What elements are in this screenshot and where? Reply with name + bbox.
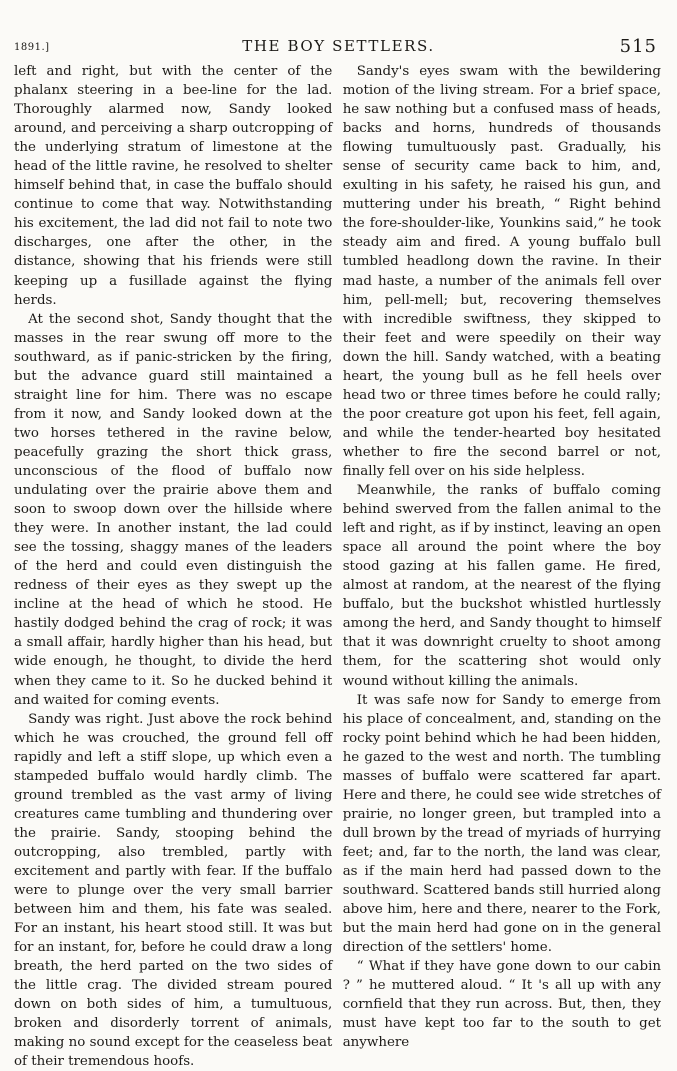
text-columns (14, 62, 661, 1070)
paragraph: At the second shot, Sandy thought that the masses in the rear swung off more to the southward, as if panic-stricken by the firing, but the advance guard still maintained a straight line for him. There was no escape from it now, and Sandy looked down at the two horses tethered in the ravine below, peacefully grazing the short thick grass, unconscious of the flood of buffalo now undulating over the prairie above them and soon to swoop down over the hillside where they were. In another instant, the lad could see the tossing, shaggy manes of the leaders of the herd and could even distinguish the redness of their eyes as they swept up the incline at the head of which he stood. He hastily dodged behind the crag of rock; it was a small affair, hardly higher than his head, but wide enough, he thought, to divide the herd when they came to it. So he ducked behind it and waited for coming events. (14, 311, 333, 708)
right-column (342, 62, 661, 1051)
paragraph: left and right, but with the center of the phalanx steering in a bee-line for the lad. Thoroughly alarmed now, Sandy looked around, and perceiving a sharp outcropping of the underlying stratum of limestone at the head of the little ravine, he resolved to shelter himself behind that, in case the buffalo should continue to come that way. Notwithstanding his excitement, the lad did not fail to note two discharges, one after the other, in the distance, showing that his friends were still keeping up a fusillade against the flying herds. (14, 64, 333, 308)
paragraph: “ What if they have gone down to our cabin ? ” he muttered aloud. “ It 's all up with any cornfield that they run across. But, then, they must have kept too far to the south to get anywhere (342, 959, 661, 1051)
paragraph: It was safe now for Sandy to emerge from his place of concealment, and, standing on the rocky point behind which he had been hidden, he gazed to the west and north. The tumbling masses of buffalo were scattered far apart. Here and there, he could see wide stretches of prairie, no longer green, but trampled into a dull brown by the tread of myriads of hurrying feet; and, far to the north, the land was clear, as if the main herd had passed down to the southward. Scattered bands still hurried along above him, here and there, nearer to the Fork, but the main herd had gone on in the general direction of the settlers' home. (342, 692, 661, 956)
left-column (14, 62, 333, 1070)
paragraph: Meanwhile, the ranks of buffalo coming behind swerved from the fallen animal to the left and right, as if by instinct, leaving an open space all around the point where the boy stood gazing at his fallen game. He fired, almost at random, at the nearest of the flying buffalo, but the buckshot whistled hurtlessly among the herd, and Sandy thought to himself that it was downright cruelty to shoot among them, for the scattering shot would only wound without killing the animals. (342, 483, 661, 689)
running-title: THE BOY SETTLERS. (242, 37, 435, 55)
running-head (14, 36, 663, 58)
paragraph: Sandy's eyes swam with the bewildering motion of the living stream. For a brief space, he saw nothing but a confused mass of heads, backs and horns, hundreds of thousands flowing tumultuously past. Gradually, his sense of security came back to him, and, exulting in his safety, he raised his gun, and muttering under his breath, “ Right behind the fore-shoulder-like, Younkins said,” he took steady aim and fired. A young buffalo bull tumbled headlong down the ravine. In their mad haste, a number of the animals fell over him, pell-mell; but, recovering themselves with incredible swiftness, they skipped to their feet and were speedily on their way down the hill. Sandy watched, with a beating heart, the young bull as he fell heels over head two or three times before he could rally; the poor creature got upon his feet, fell again, and while the tender-hearted boy hesitated whether to fire the second barrel or not, finally fell over on his side helpless. (342, 64, 661, 479)
issue-date: 1891.] (14, 42, 50, 53)
paragraph: Sandy was right. Just above the rock behind which he was crouched, the ground fell off rapidly and left a stiff slope, up which even a stampeded buffalo would hardly climb. The ground trembled as the vast army of living creatures came tumbling and thundering over the prairie. Sandy, stooping behind the outcropping, also trembled, partly with excitement and partly with fear. If the buffalo were to plunge over the very small barrier between him and them, his fate was sealed. For an instant, his heart stood still. It was but for an instant, for, before he could draw a long breath, the herd parted on the two sides of the little crag. The divided stream poured down on both sides of him, a tumultuous, broken and disorderly torrent of animals, making no sound except for the ceaseless beat of their tremendous hoofs. (14, 711, 333, 1070)
page-number: 515 (619, 36, 657, 57)
